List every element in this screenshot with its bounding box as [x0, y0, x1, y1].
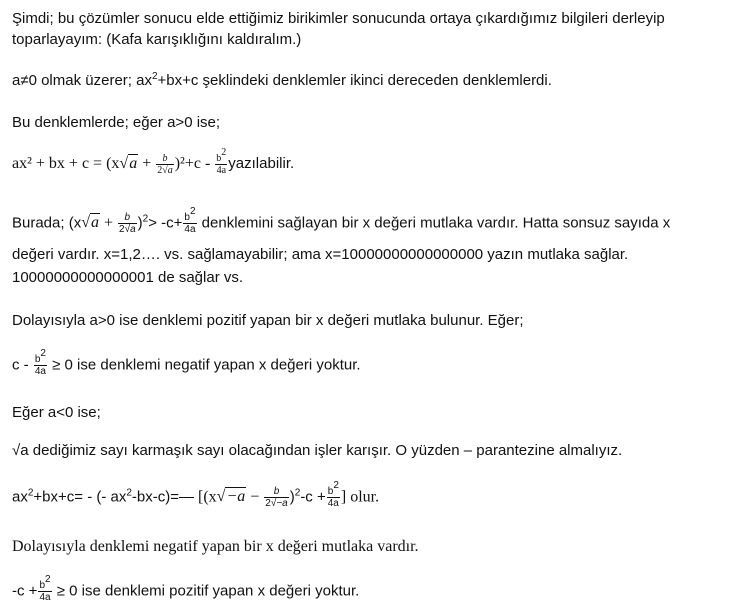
definition-line: a≠0 olmak üzerer; $ax^2+bx+c$ şeklindeki denklemler ikinci dereceden denklemlerdi.	[12, 71, 552, 89]
conclusion-positive: Dolayısıyla a>0 ise denklemi pozitif yapan bir x değeri mutlaka bulunur. Eğer;	[12, 312, 524, 329]
conclusion-negative: Dolayısıyla denklemi negatif yapan bir x değeri mutlaka vardır.	[12, 538, 419, 555]
fraction-b2-over-4a: $\frac{b^2}{4a}$	[216, 147, 227, 176]
explanation-line-2: 10000000000000001 de sağlar vs.	[12, 269, 244, 286]
sqrt-a: √a	[119, 155, 138, 173]
explanation-line-1: değeri vardır. x=1,2…. vs. sağlamayabilir; ama x=10000000000000000 yazın mutlaka sağlar.	[12, 246, 629, 263]
equation-negative-case: $ax^2+bx+c=$ - (- $ax^2-bx-c)=—$ [(x√−a − $\frac{b}{2√-a}$ )$^2$-c + $\frac{b^2}{4a}$ ] olur.	[12, 480, 380, 509]
inequality-line: Burada; (x√a + $\frac{b}{2√a}$ )$^2$> -c+ $\frac{b^2}{4a}$ denklemini sağlayan bir x değeri mutlaka vardır. Hatta sonsuz sayıda x	[12, 206, 671, 235]
case-negative-heading: Eğer a<0 ise;	[12, 404, 101, 421]
case-positive-heading: Bu denklemlerde; eğer a>0 ise;	[12, 114, 221, 131]
equation-completing-square: ax² + bx + c = (x√a + $\frac{b}{2√a}$ )²+c - $\frac{b^2}{4a}$ yazılabilir.	[12, 147, 295, 176]
condition-no-positive: -c + $\frac{b^2}{4a}$ ≥ 0 ise denklemi pozitif yapan x değeri yoktur.	[12, 574, 360, 603]
complex-note-line: √a dediğimiz sayı karmaşık sayı olacağından işler karışır. O yüzden – parantezine almalıyız.	[12, 442, 623, 459]
intro-line-2: toparlayayım: (Kafa karışıklığını kaldıralım.)	[12, 31, 302, 48]
intro-line-1: Şimdi; bu çözümler sonucu elde ettiğimiz birikimler sonucunda ortaya çıkardığımız bilgileri derleyip	[12, 10, 665, 27]
fraction-b-over-2sqrt-a: $\frac{b}{2√a}$	[157, 153, 173, 176]
condition-no-negative: c - $\frac{b^2}{4a}$ ≥ 0 ise denklemi negatif yapan x değeri yoktur.	[12, 348, 361, 377]
